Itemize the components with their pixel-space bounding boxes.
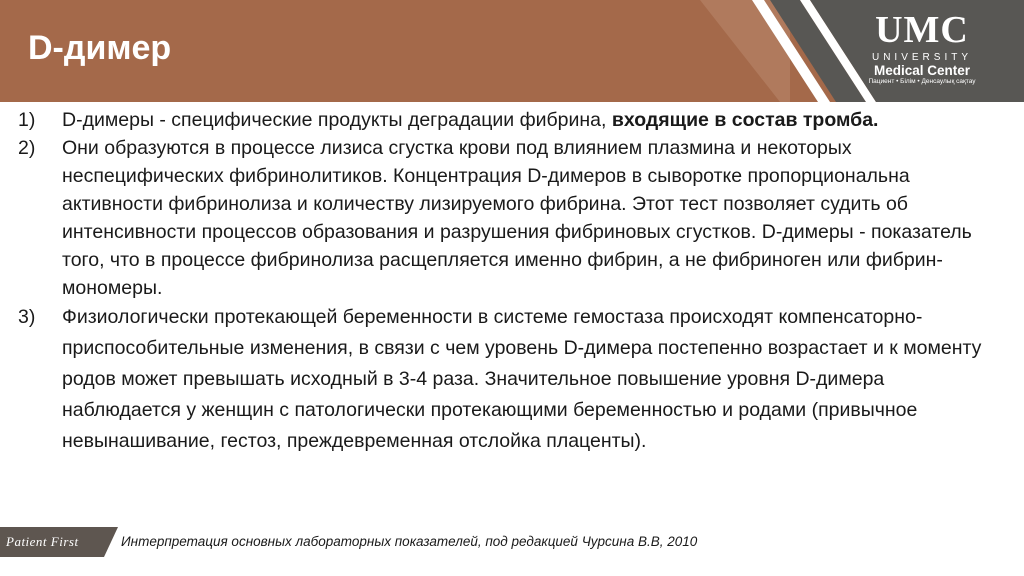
list-item: [18, 302, 1008, 457]
list-number: 3): [18, 306, 36, 328]
slide-body: [18, 106, 1008, 457]
umc-logo: [862, 10, 982, 92]
logo-university-text: UNIVERSITY: [871, 52, 972, 63]
list-item: [18, 106, 1008, 134]
list-text-regular: D-димеры - специфические продукты деградации фибрина,: [62, 109, 612, 131]
list-number: 2): [18, 137, 36, 159]
list-text: Физиологически протекающей беременности в системе гемостаза происходят компенсаторно-приспособительные изменения, в связи с чем уровень D-димера постепенно возрастает и к моменту родов может превышать исходный в 3-4 раза. Значительное повышение уровня D-димера наблюдается у женщин с патологически протекающими беременностью и родами (привычное невынашивание, гестоз, преждевременная отслойка плаценты).: [62, 306, 982, 452]
list-text-bold: входящие в состав тромба.: [611, 109, 879, 131]
list-text: [62, 106, 1008, 134]
list-item: [18, 134, 1008, 302]
logo-tagline: Пациент • Білім • Денсаулық сақтау: [868, 78, 976, 85]
patient-first-badge: Patient First: [6, 534, 79, 549]
citation: Интерпретация основных лабораторных показателей, под редакцией Чурсина В.В, 2010: [121, 534, 698, 549]
list-text: Они образуются в процессе лизиса сгустка крови под влиянием плазмина и некоторых неспецифических фибринолитиков. Концентрация D-димеров в сыворотке пропорциональна активности фибринолиза и количеству лизируемого фибрина. Этот тест позволяет судить об интенсивности процессов образования и разрушения фибриновых сгустков. D-димеры - показатель того, что в процессе фибринолиза расщепляется именно фибрин, а не фибриноген или фибрин-мономеры.: [62, 137, 972, 299]
slide-title: D-димер: [28, 29, 172, 67]
logo-umc-text: UMC: [875, 9, 969, 51]
logo-medical-center-text: Medical Center: [873, 63, 971, 78]
list-number: 1): [18, 109, 36, 131]
